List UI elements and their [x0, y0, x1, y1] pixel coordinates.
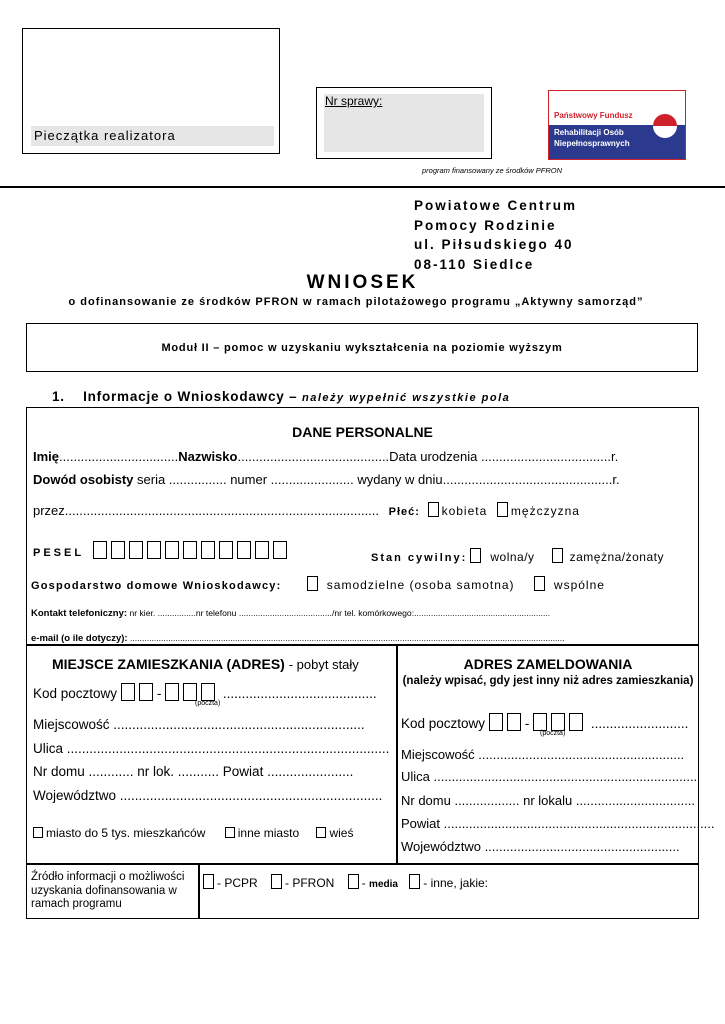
- registered-postal-label: Kod pocztowy: [401, 716, 486, 731]
- village-label: wieś: [329, 826, 354, 840]
- logo-top-line: Państwowy Fundusz: [554, 111, 633, 120]
- registered-city-field[interactable]: Miejscowość .........................................................: [401, 747, 685, 762]
- issued-by-row: [33, 502, 580, 518]
- pesel-label: PESEL: [33, 547, 85, 559]
- postal-digit-box[interactable]: [533, 713, 547, 731]
- town-checkbox[interactable]: [33, 827, 43, 838]
- residence-postal-label: Kod pocztowy: [33, 686, 118, 701]
- village-checkbox[interactable]: [316, 827, 326, 838]
- case-number-box: [316, 87, 492, 159]
- city-label: inne miasto: [237, 826, 300, 840]
- registered-heading: ADRES ZAMELDOWANIA: [463, 656, 633, 672]
- address-line-1: Powiatowe Centrum: [414, 198, 578, 213]
- pesel-digit-box[interactable]: [255, 541, 269, 559]
- module-box: [26, 323, 698, 372]
- address-line-3: ul. Piłsudskiego 40: [414, 237, 574, 252]
- pesel-digit-box[interactable]: [147, 541, 161, 559]
- postal-digit-box[interactable]: [165, 683, 179, 701]
- pesel-digit-box[interactable]: [165, 541, 179, 559]
- page-title: WNIOSEK: [306, 272, 419, 293]
- registered-postal-row: Kod pocztowy - ..........................: [401, 713, 688, 731]
- pesel-digit-box[interactable]: [183, 541, 197, 559]
- pesel-digit-box[interactable]: [219, 541, 233, 559]
- residence-voivodeship-field[interactable]: Województwo ......................................................................: [33, 788, 383, 803]
- logo-line3: Niepełnosprawnych: [554, 139, 630, 148]
- registered-street-field[interactable]: Ulica .........................................................................: [401, 769, 698, 784]
- female-checkbox[interactable]: [428, 502, 439, 517]
- residence-poczta-hint: (poczta): [195, 700, 221, 707]
- household-row: [31, 576, 605, 592]
- pfron-logo: [548, 90, 686, 160]
- last-name-label: Nazwisko: [178, 449, 238, 464]
- name-row: [33, 449, 618, 464]
- marital-label: Stan cywilny:: [371, 552, 468, 564]
- source-options: [203, 874, 488, 890]
- household-alone-label: samodzielne (osoba samotna): [326, 578, 515, 592]
- postal-digit-box[interactable]: [183, 683, 197, 701]
- address-block: [414, 196, 577, 274]
- module-title-bold: Moduł II –: [161, 342, 221, 354]
- contact-row: [31, 608, 550, 619]
- source-pfron-label: - PFRON: [285, 876, 335, 890]
- source-media-checkbox[interactable]: [348, 874, 359, 889]
- residence-city-field[interactable]: Miejscowość ...................................................................: [33, 717, 365, 732]
- id-row: [33, 472, 620, 487]
- town-label: miasto do 5 tys. mieszkańców: [46, 826, 206, 840]
- page-subtitle: o dofinansowanie ze środków PFRON w ramach pilotażowego programu „Aktywny samorząd”: [68, 296, 644, 308]
- sex-label: Płeć:: [388, 506, 420, 518]
- logo-line2: Rehabilitacji Osób: [554, 128, 624, 137]
- id-fields[interactable]: seria ................ numer ....................... wydany w dniu...............................................r.: [137, 472, 620, 487]
- address-line-4: 08-110 Siedlce: [414, 256, 535, 272]
- source-media-prefix: -: [361, 876, 366, 890]
- first-name-field[interactable]: .................................: [59, 449, 179, 464]
- marital-row: [371, 548, 664, 564]
- registered-poczta-hint: (poczta): [540, 730, 566, 737]
- postal-digit-box[interactable]: [201, 683, 215, 701]
- household-shared-checkbox[interactable]: [534, 576, 545, 591]
- source-other-label: - inne, jakie:: [423, 876, 488, 890]
- postal-digit-box[interactable]: [489, 713, 503, 731]
- address-line-2: Pomocy Rodzinie: [414, 217, 557, 233]
- id-label: Dowód osobisty: [33, 472, 134, 487]
- residence-heading-suffix: - pobyt stały: [288, 657, 359, 672]
- single-label: wolna/y: [490, 550, 535, 564]
- module-title-rest: pomoc w uzyskaniu wykształcenia na poziomie wyższym: [224, 342, 563, 354]
- registered-house-field[interactable]: Nr domu .................. nr lokalu .................................: [401, 793, 696, 808]
- male-label: mężczyzna: [510, 504, 580, 518]
- postal-digit-box[interactable]: [121, 683, 135, 701]
- first-name-label: Imię: [33, 449, 60, 464]
- source-pcpr-label: - PCPR: [217, 876, 258, 890]
- pesel-digit-box[interactable]: [201, 541, 215, 559]
- residence-house-field[interactable]: Nr domu ............ nr lok. ........... Powiat .......................: [33, 764, 354, 779]
- pesel-digit-box[interactable]: [129, 541, 143, 559]
- married-label: zamężna/żonaty: [569, 550, 664, 564]
- pesel-digit-box[interactable]: [111, 541, 125, 559]
- residence-postal-city-field[interactable]: .........................................: [222, 686, 377, 701]
- married-checkbox[interactable]: [552, 548, 563, 563]
- registered-note: (należy wpisać, gdy jest inny niż adres zamieszkania): [402, 675, 694, 687]
- section-1-note: należy wypełnić wszystkie pola: [302, 392, 511, 404]
- household-alone-checkbox[interactable]: [307, 576, 318, 591]
- postal-digit-box[interactable]: [507, 713, 521, 731]
- email-row: [31, 633, 693, 644]
- pesel-digit-box[interactable]: [273, 541, 287, 559]
- residence-street-field[interactable]: Ulica ......................................................................................: [33, 741, 390, 756]
- female-label: kobieta: [441, 504, 488, 518]
- email-label: e-mail (o ile dotyczy):: [31, 633, 128, 644]
- birth-date-field[interactable]: Data urodzenia ....................................r.: [389, 449, 619, 464]
- section-1-title: Informacje o Wnioskodawcy –: [83, 389, 298, 404]
- male-checkbox[interactable]: [497, 502, 508, 517]
- case-number-label: Nr sprawy:: [325, 94, 383, 108]
- logo-emblem-icon: [652, 113, 678, 139]
- last-name-field[interactable]: ..........................................: [237, 449, 390, 464]
- household-label: Gospodarstwo domowe Wnioskodawcy:: [31, 580, 282, 592]
- residence-type-row: [30, 826, 353, 840]
- pesel-digit-box[interactable]: [237, 541, 251, 559]
- source-pcpr-checkbox[interactable]: [203, 874, 214, 889]
- postal-digit-box[interactable]: [551, 713, 565, 731]
- source-label: Źródło informacji o możliwości uzyskania dofinansowania w ramach programu: [31, 871, 185, 910]
- contact-fields[interactable]: nr kier. ................nr telefonu ......................................./nr tel. komórkowego:.........................................................: [129, 608, 551, 618]
- source-divider: [198, 864, 200, 919]
- header-divider: [0, 186, 725, 188]
- residence-postal-row: Kod pocztowy - .........................................: [33, 683, 377, 701]
- household-shared-label: wspólne: [553, 578, 605, 592]
- postal-digit-box[interactable]: [569, 713, 583, 731]
- residence-heading: [52, 656, 359, 672]
- registered-county-field[interactable]: Powiat ...........................................................................: [401, 816, 715, 831]
- postal-digit-box[interactable]: [139, 683, 153, 701]
- section-1-heading: [52, 389, 510, 404]
- source-other-checkbox[interactable]: [409, 874, 420, 889]
- section-1-number: 1.: [52, 389, 65, 404]
- contact-label: Kontakt telefoniczny:: [31, 608, 128, 619]
- stamp-label: Pieczątka realizatora: [31, 126, 274, 146]
- funding-note: program finansowany ze środków PFRON: [422, 166, 563, 175]
- email-field[interactable]: ......................................................................................................................................................................................: [130, 633, 565, 643]
- city-checkbox[interactable]: [225, 827, 235, 838]
- source-media-label: media: [369, 879, 398, 890]
- registered-postal-city-field[interactable]: ..........................: [590, 716, 689, 731]
- source-pfron-checkbox[interactable]: [271, 874, 282, 889]
- residence-heading-title: MIEJSCE ZAMIESZKANIA (ADRES): [52, 656, 285, 672]
- registered-voivodeship-field[interactable]: Województwo ......................................................: [401, 839, 680, 854]
- stamp-box: [22, 28, 280, 154]
- issued-by-field[interactable]: przez.......................................................................................: [33, 503, 380, 518]
- pesel-row: [33, 541, 291, 561]
- module-title: [27, 342, 697, 354]
- personal-heading: DANE PERSONALNE: [292, 424, 433, 440]
- pesel-digit-box[interactable]: [93, 541, 107, 559]
- single-checkbox[interactable]: [470, 548, 481, 563]
